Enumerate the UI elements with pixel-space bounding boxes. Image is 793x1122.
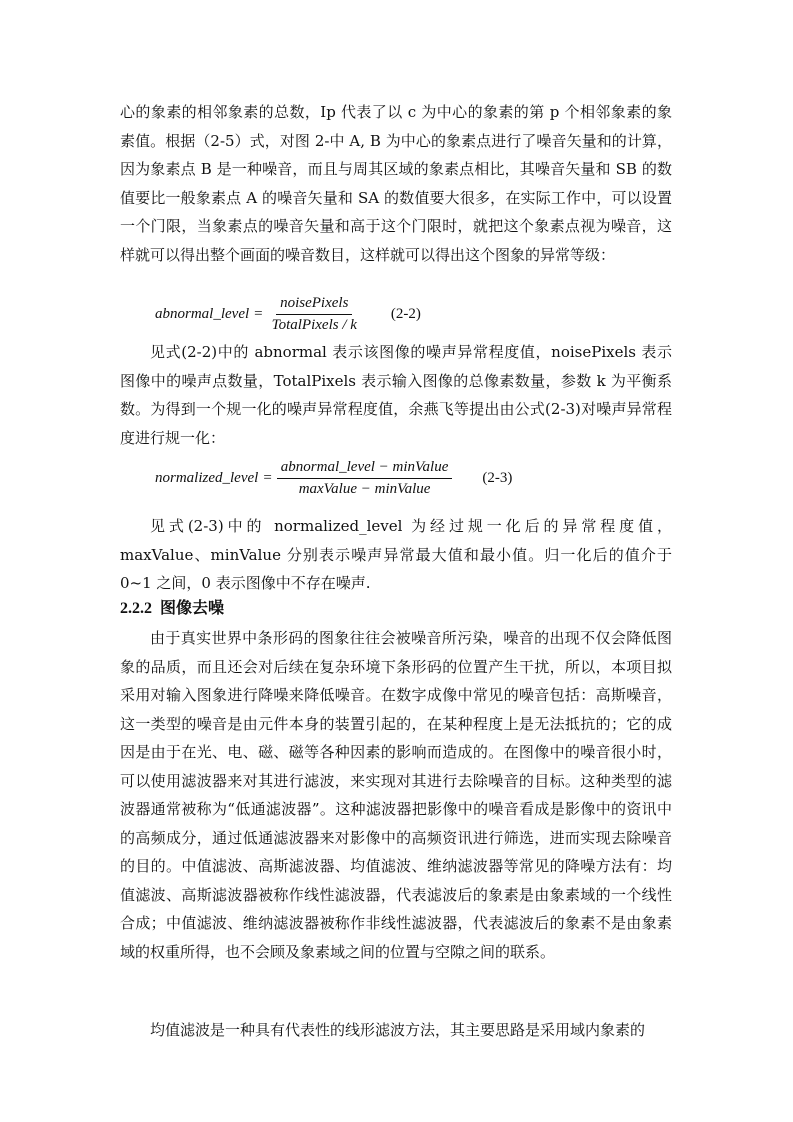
section-number: 2.2.2 — [120, 600, 152, 617]
fraction — [277, 459, 453, 498]
equation-lhs: normalized_level — [155, 469, 259, 486]
fraction-numerator: noisePixels — [276, 295, 352, 315]
equation-number: (2-2) — [390, 305, 421, 322]
paragraph-image-denoising: 由于真实世界中条形码的图象往往会被噪音所污染，噪音的出现不仅会降低图象的品质，而且还会对后续在复杂环境下条形码的位置产生干扰，所以，本项目拟采用对输入图象进行降噪来降低噪音。在数字成像中常见的噪音包括：高斯噪音，这一类型的噪音是由元件本身的装置引起的，在某种程度上是无法抵抗的；它的成因是由于在光、电、磁、磁等各种因素的影响而造成的。在图像中的噪音很小时，可以使用滤波器来对其进行滤波，来实现对其进行去除噪音的目标。这种类型的滤波器通常被称为“低通滤波器”。这种滤波器把影像中的噪音看成是影像中的资讯中的高频成分，通过低通滤波器来对影像中的高频资讯进行筛选，进而实现去除噪音的目的。中值滤波、高斯滤波器、均值滤波、维纳滤波器等常见的降噪方法有：均值滤波、高斯滤波器被称作线性滤波器，代表滤波后的象素是由象素域的一个线性合成；中值滤波、维纳滤波器被称作非线性滤波器，代表滤波后的象素不是由象素域的权重所得，也不会顾及象素域之间的位置与空隙之间的联系。 — [120, 629, 672, 961]
fraction-denominator: maxValue − minValue — [298, 480, 431, 497]
paragraph-noise-vector: 心的象素的相邻象素的总数，Ip 代表了以 c 为中心的象素的第 p 个相邻象素的象素值。根据（2-5）式，对图 2-中 A, B 为中心的象素点进行了噪音矢量和的计算，因为象素点 B 是一种噪音，而且与周其区域的象素点相比，其噪音矢量和 SB 的数值要比一般象素点 A 的噪音矢量和 SA 的数值要大很多，在实际工作中，可以设置一个门限，当象素点的噪音矢量和高于这个门限时，就把这个象素点视为噪音，这样就可以得出整个画面的噪音数目，这样就可以得出这个图象的异常等级： — [120, 103, 672, 264]
equals-sign: = — [263, 469, 272, 486]
section-title: 图像去噪 — [160, 598, 225, 617]
equals-sign: = — [254, 305, 263, 322]
fraction-denominator: TotalPixels / k — [271, 316, 357, 333]
equation-2-3 — [155, 458, 512, 498]
equation-number: (2-3) — [482, 469, 513, 486]
paragraph-mean-filter: 均值滤波是一种具有代表性的线形滤波方法，其主要思路是采用域内象素的 — [150, 1021, 646, 1039]
equation-2-2 — [155, 294, 421, 334]
fraction-numerator: abnormal_level − minValue — [277, 459, 453, 479]
fraction — [268, 295, 361, 334]
paragraph-normalized-definition: 见式(2-3)中的 normalized_level 为经过规一化后的异常程度值，maxValue、minValue 分别表示噪声异常最大值和最小值。归一化后的值介于 0~1 之间，0 表示图像中不存在噪声. — [120, 517, 672, 592]
equation-lhs: abnormal_level — [155, 305, 250, 322]
paragraph-abnormal-definition: 见式(2-2)中的 abnormal 表示该图像的噪声异常程度值，noisePixels 表示图像中的噪声点数量，TotalPixels 表示输入图像的总像素数量，参数 k 为平衡系数。为得到一个规一化的噪声异常程度值，余燕飞等提出由公式(2-3)对噪声异常程度进行规一化： — [120, 343, 672, 447]
section-heading — [120, 596, 224, 621]
